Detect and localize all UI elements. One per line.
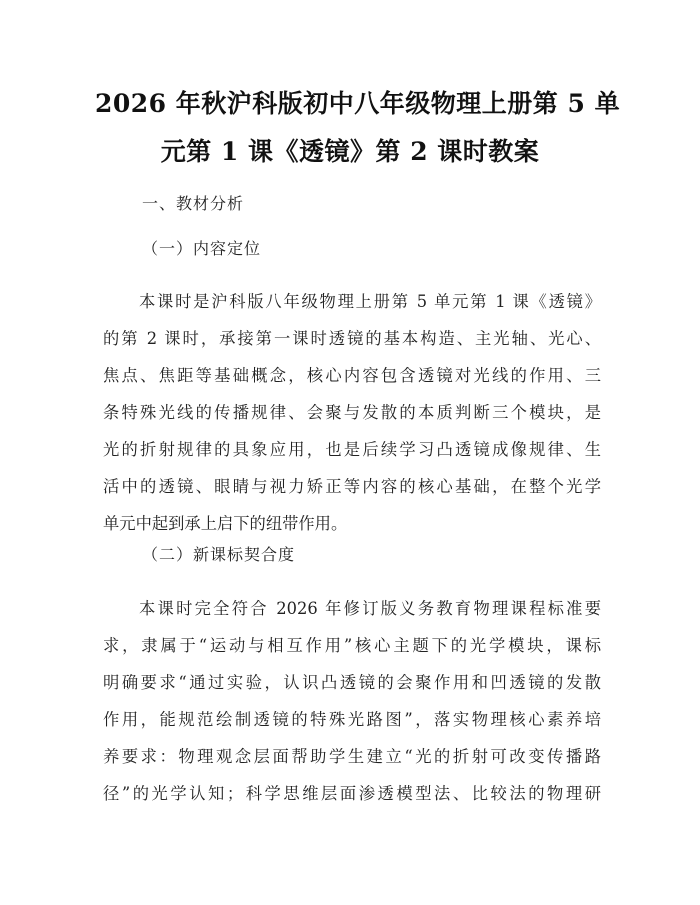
paragraph-content-positioning — [103, 283, 601, 542]
paragraph-line: 养要求：物理观念层面帮助学生建立“光的折射可改变传播路 — [103, 747, 601, 766]
document-title-line-2: 元第 1 课《透镜》第 2 课时教案 — [160, 137, 540, 166]
paragraph-line: 条特殊光线的传播规律、会聚与发散的本质判断三个模块，是 — [103, 403, 601, 422]
section-heading-teaching-material-analysis: 一、教材分析 — [142, 194, 245, 213]
paragraph-line: 作用，能规范绘制透镜的特殊光路图”，落实物理核心素养培 — [103, 710, 601, 729]
paragraph-line: 本课时是沪科版八年级物理上册第 5 单元第 1 课《透镜》 — [139, 292, 601, 311]
document-title-line-1: 2026 年秋沪科版初中八年级物理上册第 5 单 — [95, 89, 621, 118]
paragraph-line: 求，隶属于“运动与相互作用”核心主题下的光学模块，课标 — [103, 636, 601, 655]
paragraph-line: 单元中起到承上启下的纽带作用。 — [103, 514, 348, 533]
paragraph-curriculum-fit — [103, 590, 601, 812]
paragraph-line: 焦点、焦距等基础概念，核心内容包含透镜对光线的作用、三 — [103, 366, 601, 385]
paragraph-line: 径”的光学认知；科学思维层面渗透模型法、比较法的物理研 — [103, 784, 601, 803]
paragraph-line: 明确要求“通过实验，认识凸透镜的会聚作用和凹透镜的发散 — [103, 673, 601, 692]
paragraph-line: 光的折射规律的具象应用，也是后续学习凸透镜成像规律、生 — [103, 440, 601, 459]
paragraph-line: 本课时完全符合 2026 年修订版义务教育物理课程标准要 — [139, 599, 601, 618]
paragraph-line: 的第 2 课时，承接第一课时透镜的基本构造、主光轴、光心、 — [103, 329, 601, 348]
subsection-heading-content-positioning: （一）内容定位 — [142, 239, 262, 258]
paragraph-line: 活中的透镜、眼睛与视力矫正等内容的核心基础，在整个光学 — [103, 477, 601, 496]
subsection-heading-curriculum-fit: （二）新课标契合度 — [142, 545, 296, 564]
